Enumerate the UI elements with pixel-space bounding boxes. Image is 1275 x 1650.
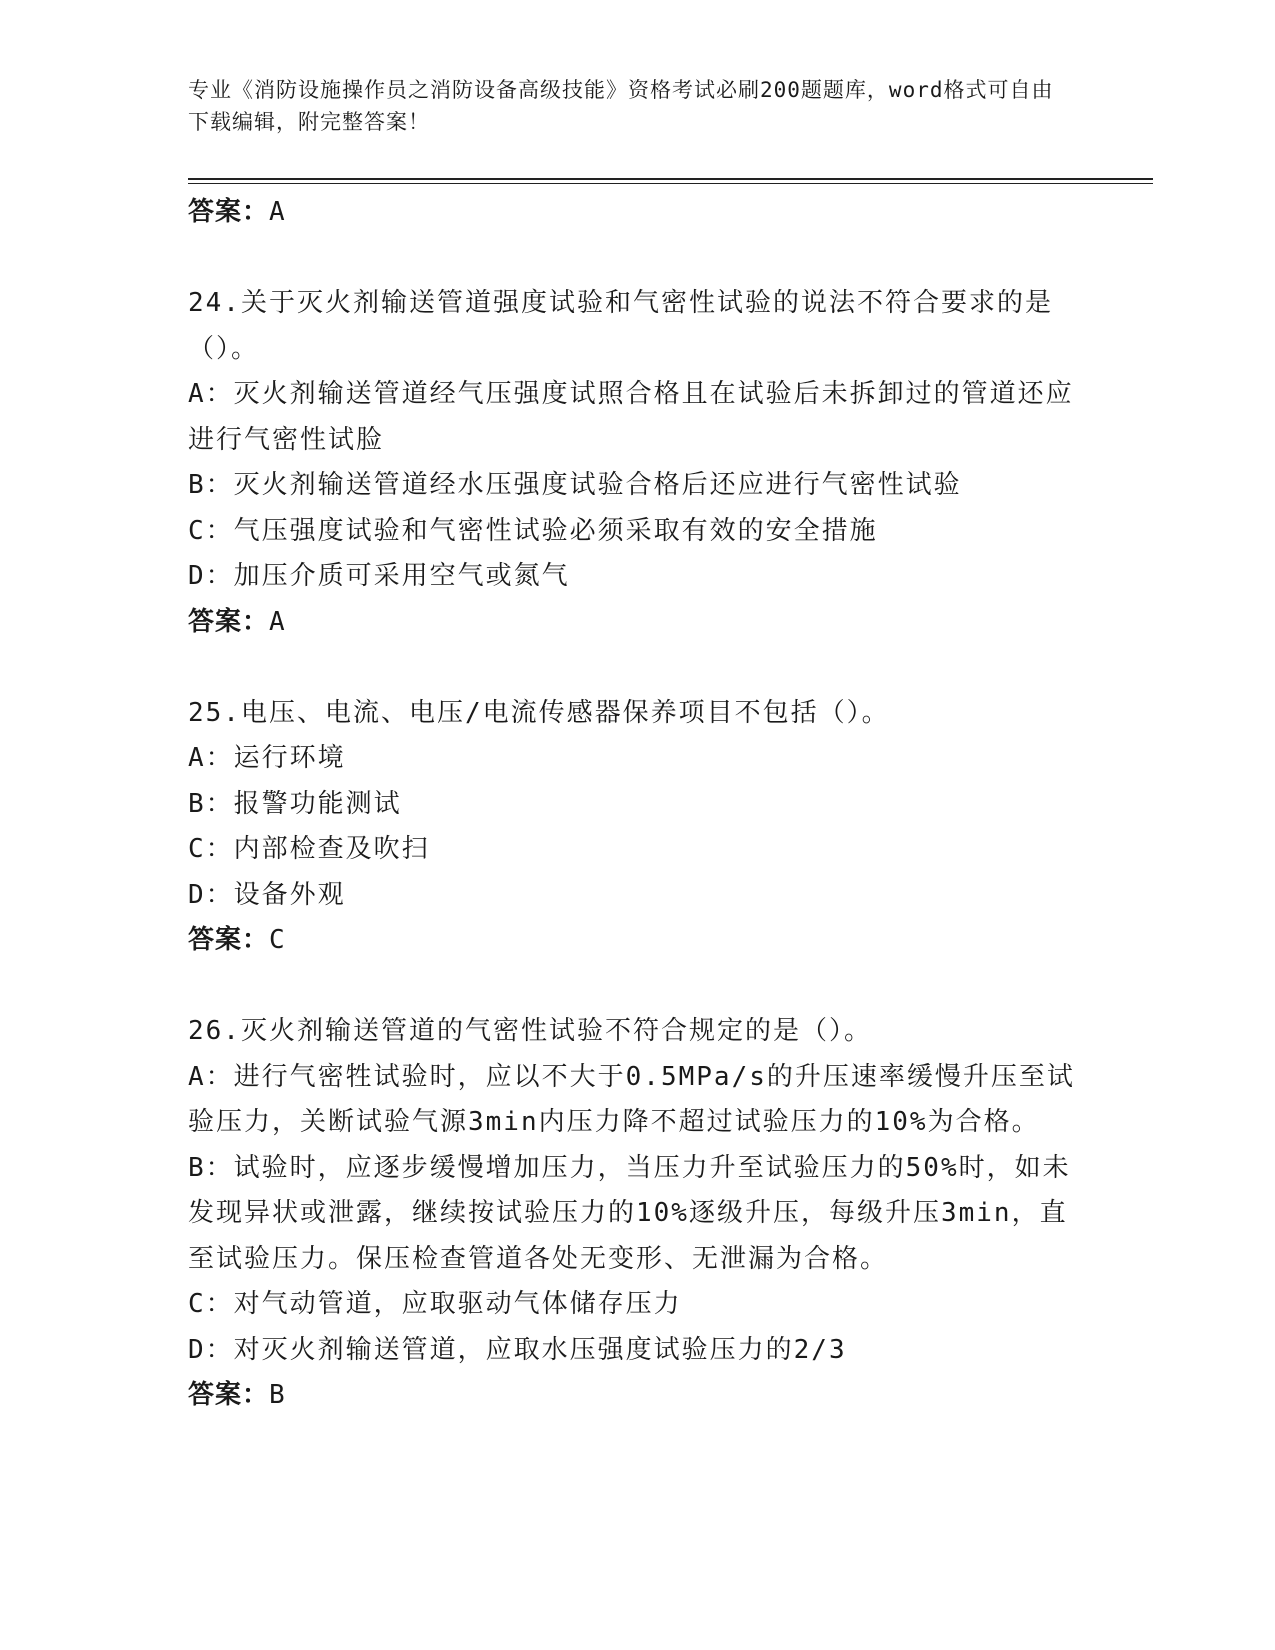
option-b: B：试验时，应逐步缓慢增加压力，当压力升至试验压力的50%时，如未发现异状或泄露，继续按试验压力的10%逐级升压，每级升压3min，直至试验压力。保压检查管道各处无变形、无泄漏为合格。 [188,1152,1071,1274]
document-header: 专业《消防设施操作员之消防设备高级技能》资格考试必刷200题题库，word格式可自由下载编辑，附完整答案！ [188,78,1054,134]
question-list [188,190,1088,1417]
option-b: B：报警功能测试 [188,788,402,819]
option-d: D：设备外观 [188,879,346,910]
option-a: A：运行环境 [188,743,346,773]
option-c: C：内部检查及吹扫 [188,834,430,864]
answer-value: C [269,925,286,955]
answer-value: A [269,197,286,227]
answer-label: 答案： [188,606,270,637]
question-26 [188,1009,1088,1417]
option-b: B：灭火剂输送管道经水压强度试验合格后还应进行气密性试验 [188,470,962,500]
question-24 [188,281,1088,644]
option-d: D：对灭火剂输送管道，应取水压强度试验压力的2/3 [188,1334,847,1365]
header-rule-thin [188,183,1153,184]
option-a: A：灭火剂输送管道经气压强度试照合格且在试验后未拆卸过的管道还应进行气密性试脸 [188,379,1074,455]
answer-value: B [269,1380,286,1410]
option-c: C：气压强度试验和气密性试验必须采取有效的安全措施 [188,515,878,546]
option-d: D：加压介质可采用空气或氮气 [188,561,570,591]
answer-label: 答案： [188,925,270,955]
question-stem: 26.灭火剂输送管道的气密性试验不符合规定的是（）。 [188,1016,872,1046]
option-c: C：对气动管道，应取驱动气体储存压力 [188,1289,682,1319]
answer-label: 答案： [188,1380,270,1410]
answer-line [188,918,1088,962]
question-stem: 24.关于灭火剂输送管道强度试验和气密性试验的说法不符合要求的是（）。 [188,288,1053,364]
answer-value: A [269,606,286,637]
header-rule-thick [188,178,1153,180]
question-25 [188,691,1088,963]
answer-line [188,1373,1088,1417]
option-a: A：进行气密牲试验时，应以不大于0.5MPa/s的升压速率缓慢升压至试验压力，关断试验气源3min内压力降不超过试验压力的10%为合格。 [188,1061,1075,1137]
question-stem: 25.电压、电流、电压/电流传感器保养项目不包括（）。 [188,697,890,728]
answer-line [188,190,1088,234]
answer-label: 答案： [188,197,270,227]
answer-line [188,600,1088,644]
